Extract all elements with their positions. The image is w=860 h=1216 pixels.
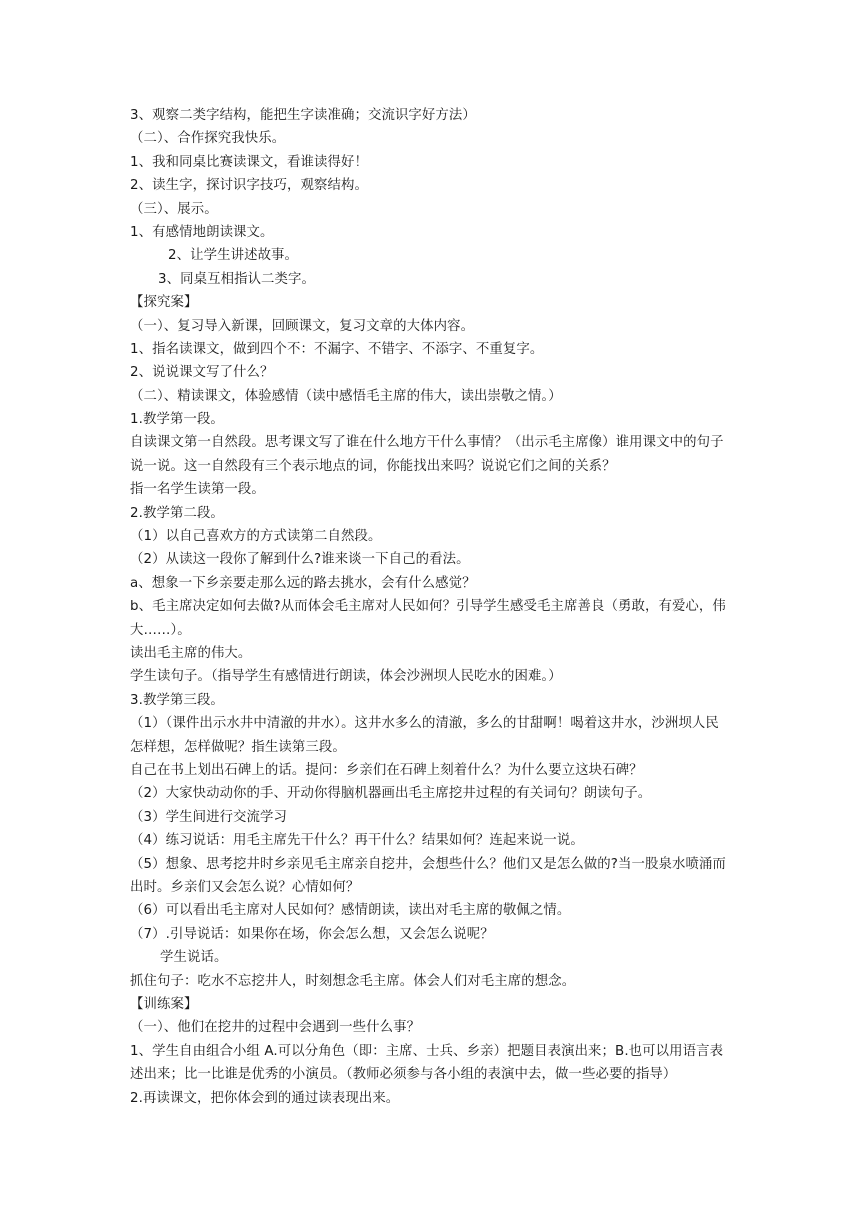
paragraph: （3）学生间进行交流学习 [130,809,288,825]
paragraph: 自己在书上划出石碑上的话。提问：乡亲们在石碑上刻着什么？为什么要立这块石碑？ [130,763,643,779]
paragraph: 3、观察二类字结构，能把生字读准确；交流识字好方法） [130,108,476,123]
paragraph: （4）练习说话：用毛主席先干什么？再干什么？结果如何？连起来说一说。 [130,833,584,849]
paragraph: （2）大家快动动你的手、开动你得脑机器画出毛主席挖井过程的有关词句？朗读句子。 [130,786,652,802]
paragraph: 2、让学生讲述故事。 [168,248,299,264]
section-heading: （二）、合作探究我快乐。 [130,131,286,147]
subsection-heading: 3.教学第三段。 [130,692,224,708]
paragraph: 1、我和同桌比赛读课文，看谁读得好！ [130,154,368,170]
section-heading: （一）、复习导入新课，回顾课文，复习文章的大体内容。 [130,318,475,334]
paragraph: a、想象一下乡亲要走那么远的路去挑水，会有什么感觉？ [130,575,476,591]
paragraph: 抓住句子：吃水不忘挖井人，时刻想念毛主席。体会人们对毛主席的想念。 [130,973,576,989]
paragraph: （1）（课件出示水井中清澈的井水）。这井水多么的清澈，多么的甘甜啊！喝着这井水，沙洲坝人民怎样想，怎样做呢？指生读第三段。 [130,716,719,755]
paragraph: 1、有感情地朗读课文。 [130,224,274,240]
paragraph: （2）从读这一段你了解到什么?谁来谈一下自己的看法。 [130,552,470,568]
subsection-heading: 2.教学第二段。 [130,505,224,521]
paragraph: 1、学生自由组合小组 A.可以分角色（即：主席、士兵、乡亲）把题目表演出来；B.也可以用语言表述出来；比一比谁是优秀的小演员。（教师必须参与各小组的表演中去，做一些必要的指导） [130,1043,724,1083]
paragraph: 学生说话。 [160,950,228,966]
paragraph: 读出毛主席的伟大。 [130,646,252,662]
paragraph: 2、读生字，探讨识字技巧，观察结构。 [130,178,368,194]
paragraph: b、毛主席决定如何去做?从而体会毛主席对人民如何？引导学生感受毛主席善良（勇敢，有爱心，伟大……）。 [130,599,726,638]
paragraph: （5）想象、思考挖井时乡亲见毛主席亲自挖井，会想些什么？他们又是怎么做的?当一股泉水喷涌而出时。乡亲们又会怎么说？心情如何？ [130,856,726,895]
paragraph: 学生读句子。（指导学生有感情进行朗读，体会沙洲坝人民吃水的困难。） [130,669,562,685]
paragraph: 3、同桌互相指认二类字。 [158,271,316,287]
section-title: 【探究案】 [130,295,198,311]
paragraph: 2.再读课文，把你体会到的通过读表现出来。 [130,1090,400,1106]
section-heading: （三）、展示。 [130,201,218,217]
paragraph: 1、指名读课文，做到四个不：不漏字、不错字、不添字、不重复字。 [130,341,544,357]
section-heading: （二）、精读课文，体验感情（读中感悟毛主席的伟大，读出崇敬之情。） [130,388,562,404]
paragraph: 2、说说课文写了什么？ [130,365,274,381]
section-title: 【训练案】 [130,996,198,1012]
lesson-plan-text [130,104,730,1110]
paragraph: （6）可以看出毛主席对人民如何？感情朗读，读出对毛主席的敬佩之情。 [130,903,571,919]
paragraph: 自读课文第一自然段。思考课文写了谁在什么地方干什么事情？（出示毛主席像）谁用课文中的句子说一说。这一自然段有三个表示地点的词，你能找出来吗？说说它们之间的关系？ [130,435,724,474]
section-heading: （一）、他们在挖井的过程中会遇到一些什么事？ [130,1020,421,1036]
paragraph: 指一名学生读第一段。 [130,482,265,498]
paragraph: （7）.引导说话：如果你在场，你会怎么想，又会怎么说呢？ [130,926,494,942]
subsection-heading: 1.教学第一段。 [130,412,224,428]
paragraph: （1）以自己喜欢方的方式读第二自然段。 [130,529,382,545]
